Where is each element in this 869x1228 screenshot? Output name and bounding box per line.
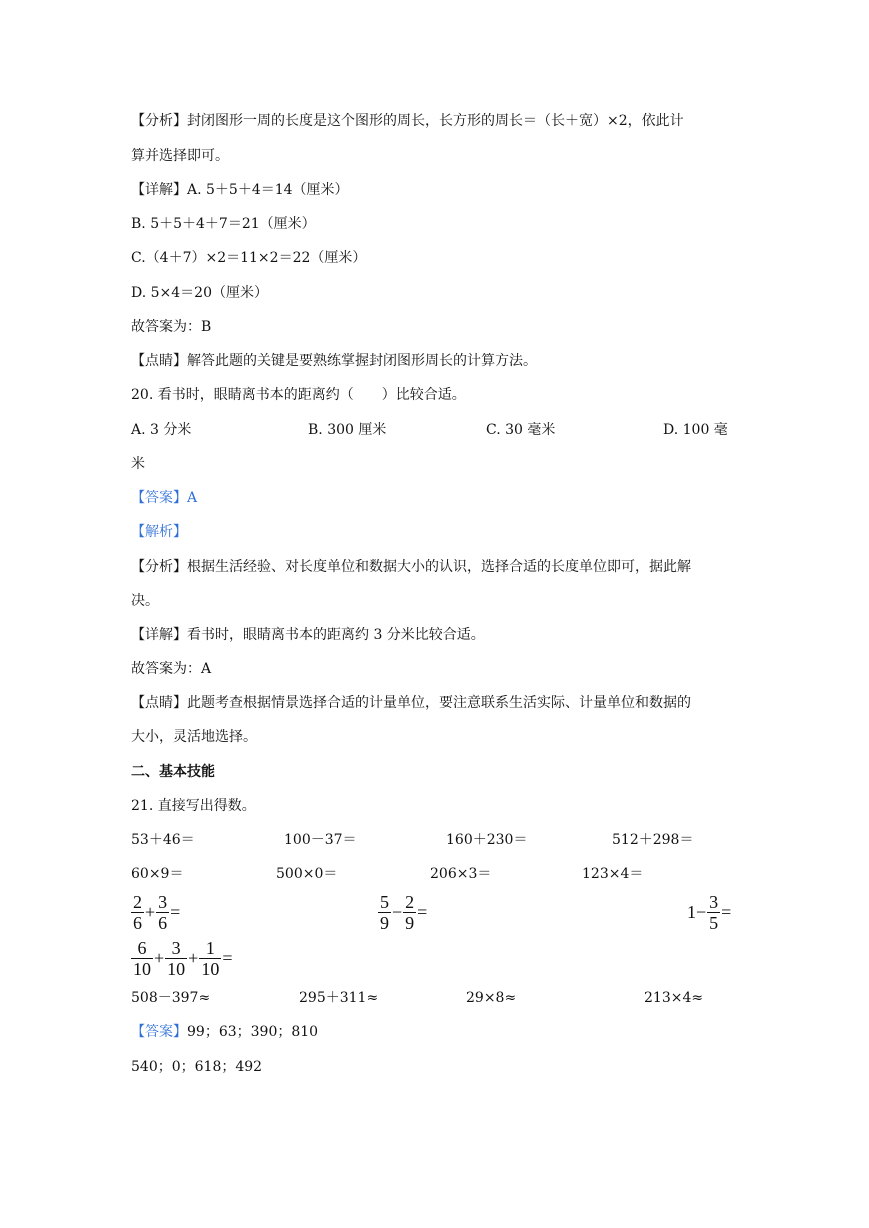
fraction: $\frac{6}{10}$ (133, 938, 151, 979)
q21-row2-item: 500×0＝ (276, 866, 338, 882)
q21-question: 21. 直接写出得数。 (131, 798, 256, 814)
q21-row2-item: 206×3＝ (430, 866, 492, 882)
q19-detail-a: 【详解】A. 5＋5＋4＝14（厘米） (131, 182, 349, 198)
fraction: $\frac{3}{10}$ (167, 938, 186, 979)
q19-answer: 故答案为：B (131, 319, 212, 335)
q19-detail-d: D. 5×4＝20（厘米） (131, 285, 268, 301)
q19-analysis-line1: 【分析】封闭图形一周的长度是这个图形的周长，长方形的周长＝（长＋宽）×2，依此计 (131, 113, 684, 129)
q21-fraction-expr-3: 1− $\frac{3}{5}$ = (687, 892, 732, 933)
q20-option-b: B. 300 厘米 (308, 422, 387, 438)
q20-comment-line2: 大小，灵活地选择。 (131, 729, 257, 745)
q21-row4-item: 295＋311≈ (299, 990, 379, 1006)
q19-analysis-line2: 算并选择即可。 (131, 148, 229, 164)
q20-option-d: D. 100 毫 (663, 422, 728, 438)
q21-row4-item: 29×8≈ (466, 990, 517, 1006)
q20-answer-label: 【答案】A (131, 490, 198, 506)
q21-row4-item: 213×4≈ (644, 990, 704, 1006)
q21-answer-line1: 【答案】99；63；390；810 (131, 1024, 319, 1040)
section-title: 二、基本技能 (131, 764, 215, 780)
fraction: $\frac{2}{6}$ (133, 892, 142, 933)
q20-parse-label: 【解析】 (131, 524, 187, 540)
q21-fraction-expr-4: $\frac{6}{10}$ + $\frac{3}{10}$ + $\frac{1}{10}$ = (133, 938, 233, 979)
q20-comment-line1: 【点睛】此题考查根据情景选择合适的计量单位，要注意联系生活实际、计量单位和数据的 (131, 695, 691, 711)
q21-row1-item: 53＋46＝ (131, 832, 195, 848)
q21-fraction-expr-2: $\frac{5}{9}$ − $\frac{2}{9}$ = (380, 892, 428, 933)
q20-analysis-line1: 【分析】根据生活经验、对长度单位和数据大小的认识，选择合适的长度单位即可，据此解 (131, 559, 691, 575)
q20-option-d-wrap: 米 (131, 456, 145, 472)
q21-fraction-expr-1: $\frac{2}{6}$ + $\frac{3}{6}$ = (133, 892, 181, 933)
fraction: $\frac{1}{10}$ (201, 938, 220, 979)
q20-detail: 【详解】看书时，眼睛离书本的距离约 3 分米比较合适。 (131, 627, 485, 643)
q19-detail-c: C.（4＋7）×2＝11×2＝22（厘米） (131, 250, 367, 266)
q19-comment: 【点睛】解答此题的关键是要熟练掌握封闭图形周长的计算方法。 (131, 353, 537, 369)
q21-row1-item: 100－37＝ (284, 832, 357, 848)
q20-option-c: C. 30 毫米 (486, 422, 556, 438)
q20-option-a: A. 3 分米 (131, 422, 192, 438)
fraction: $\frac{5}{9}$ (380, 892, 389, 933)
fraction: $\frac{2}{9}$ (405, 892, 415, 933)
q21-row2-item: 123×4＝ (582, 866, 644, 882)
fraction: $\frac{3}{5}$ (709, 892, 719, 933)
q21-row1-item: 160＋230＝ (446, 832, 528, 848)
q20-analysis-line2: 决。 (131, 593, 159, 609)
q20-answer: 故答案为：A (131, 661, 212, 677)
fraction: $\frac{3}{6}$ (158, 892, 168, 933)
q21-row4-item: 508－397≈ (131, 990, 211, 1006)
q21-row2-item: 60×9＝ (131, 866, 184, 882)
q19-detail-b: B. 5＋5＋4＋7＝21（厘米） (131, 216, 316, 232)
q21-answer-line2: 540；0；618；492 (131, 1059, 263, 1075)
q20-question: 20. 看书时，眼睛离书本的距离约（ ）比较合适。 (131, 387, 466, 403)
q21-row1-item: 512＋298＝ (612, 832, 694, 848)
